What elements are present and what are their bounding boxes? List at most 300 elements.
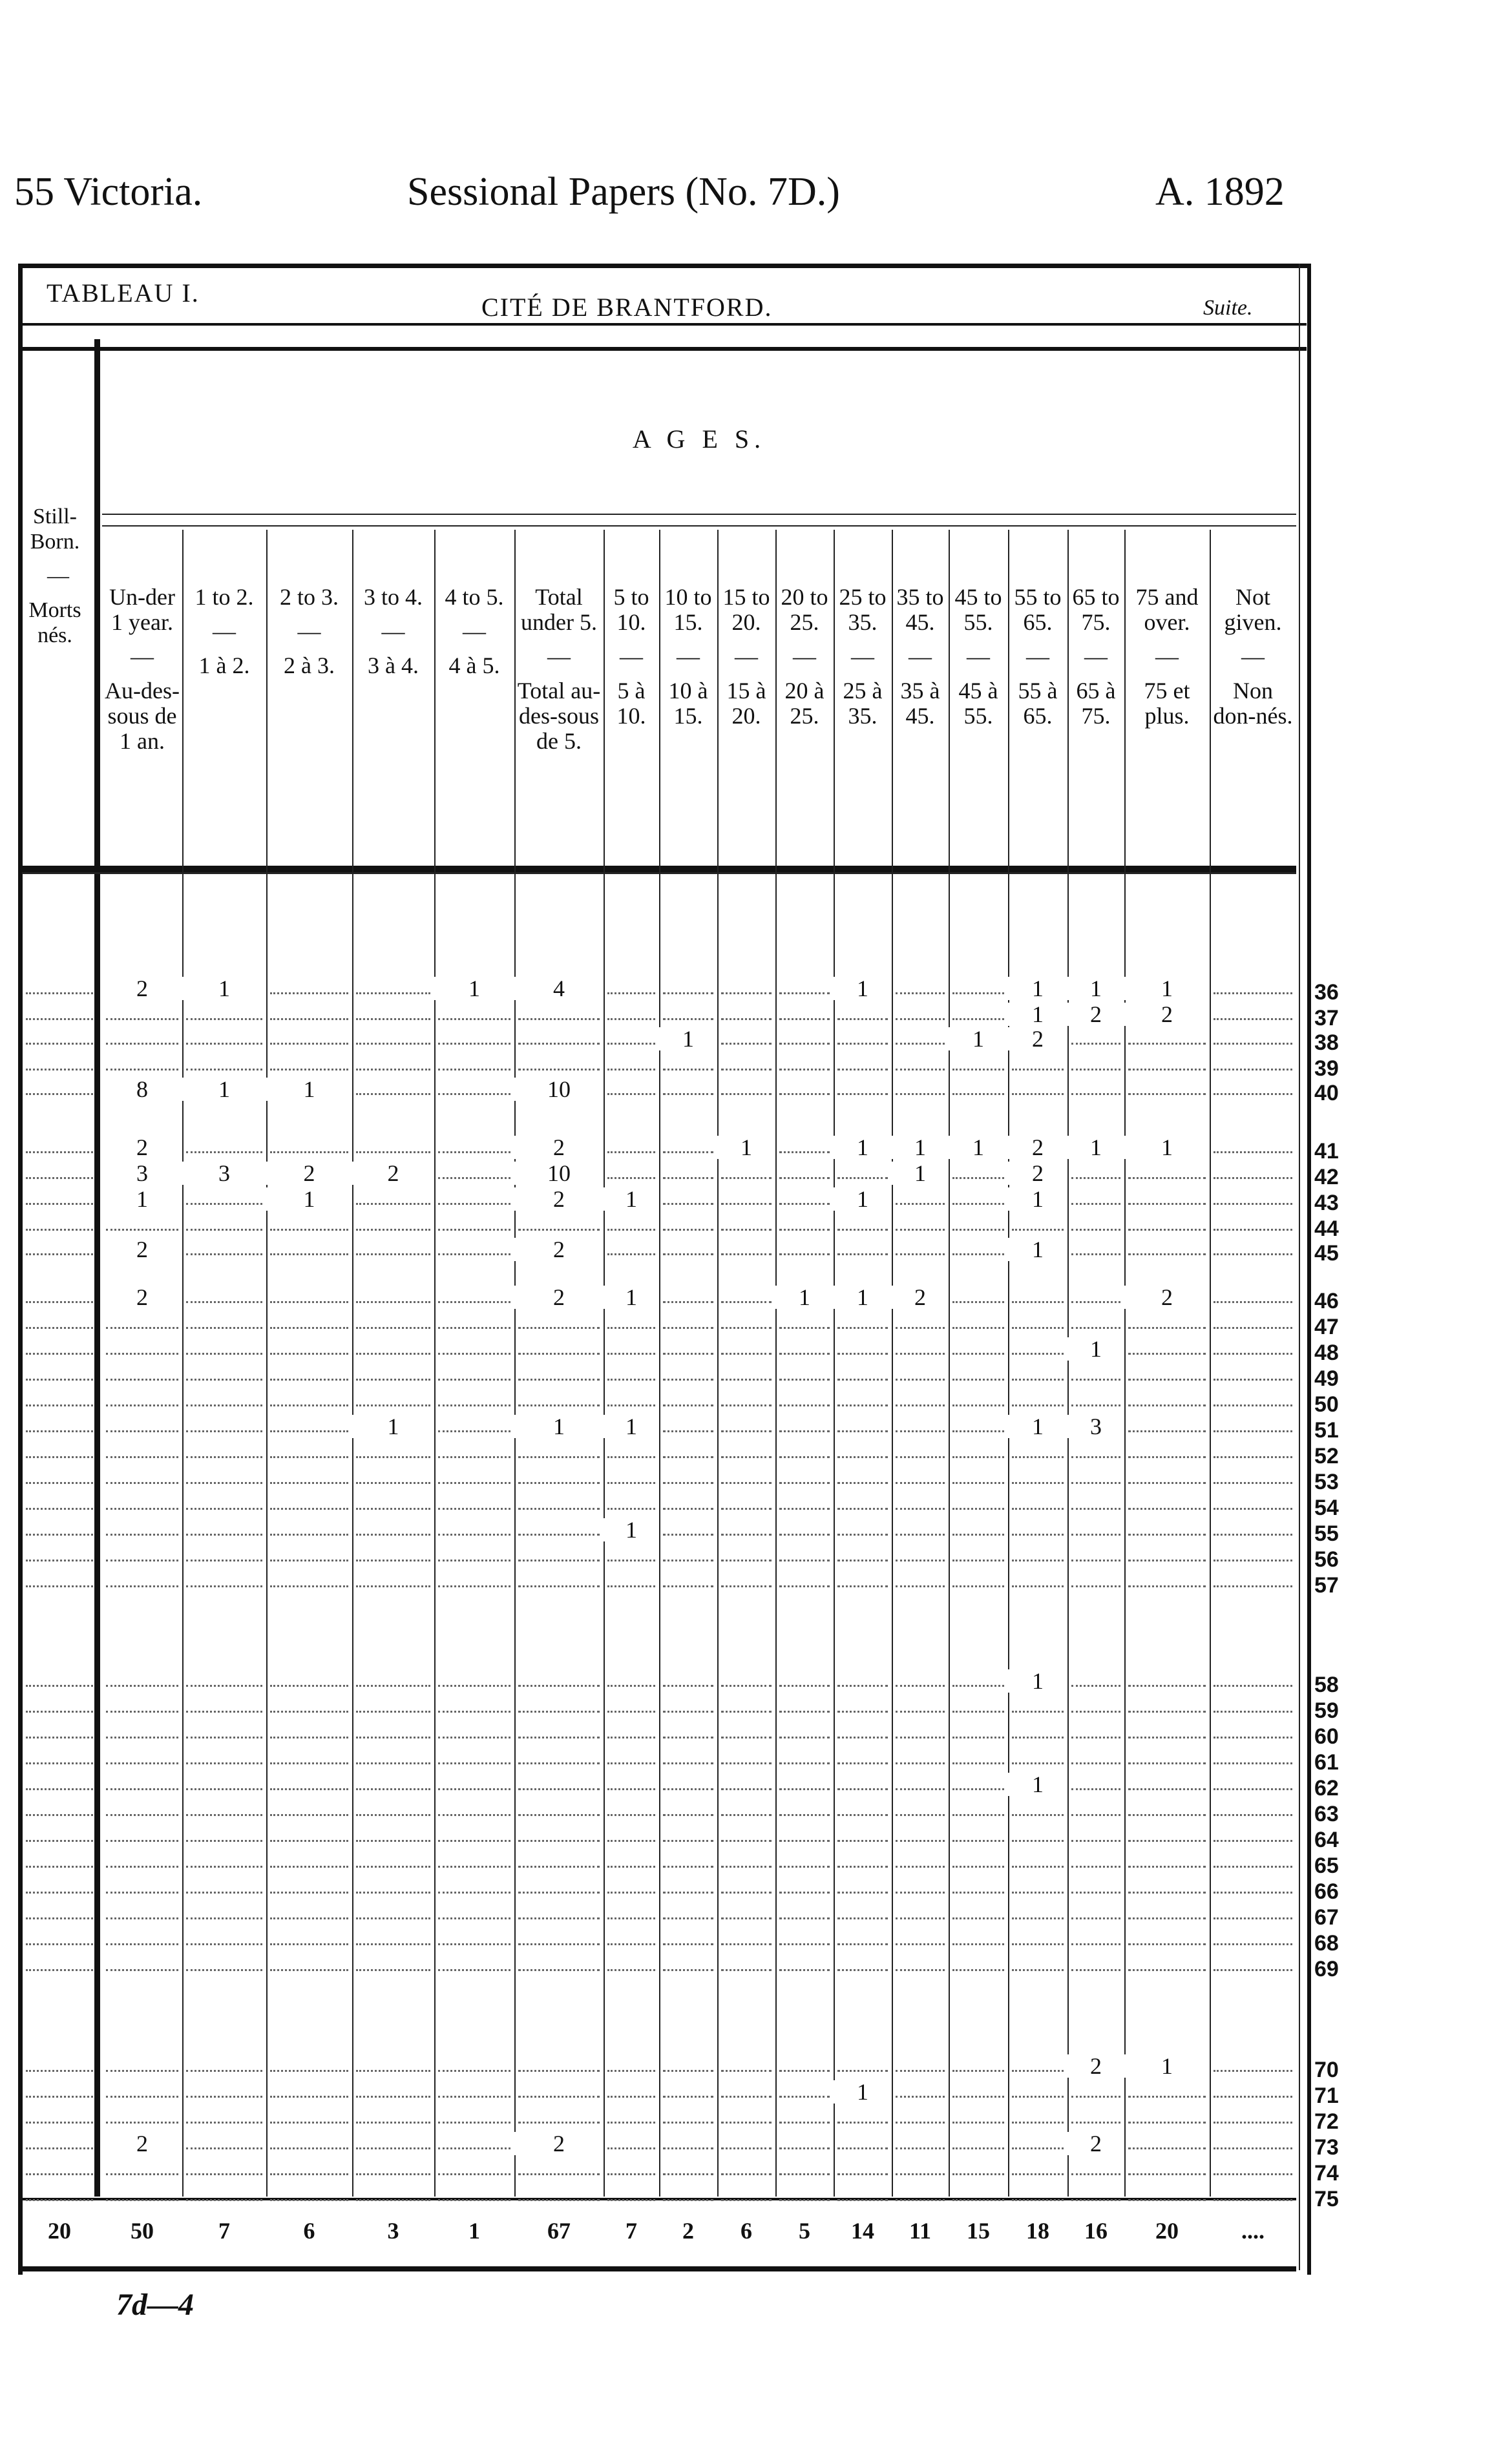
dot-leader [438,2147,510,2149]
dot-leader [438,1229,510,1231]
dot-leader [896,1203,945,1205]
table-row [22,1415,1296,1438]
dot-leader [106,1866,178,1868]
table-row [22,1363,1296,1386]
dot-leader [663,1404,713,1406]
table-cell: 1 [1008,1773,1067,1796]
dot-leader [837,1892,888,1894]
dot-leader [270,1814,348,1816]
dot-leader [721,2096,772,2098]
dot-leader [896,992,945,994]
dot-leader [438,1508,510,1510]
dot-leader [518,1560,600,1561]
dot-leader [1214,1534,1292,1536]
bottom-rule [22,2266,1296,2271]
dot-leader [356,1711,430,1713]
dot-leader [270,2122,348,2124]
dot-leader [1012,2173,1064,2175]
dot-leader [106,1353,178,1355]
dot-leader [721,1711,772,1713]
dot-leader [607,1151,655,1153]
row-number: 55 [1314,1521,1339,1546]
header-dash: — [297,618,321,644]
dot-leader [779,2147,830,2149]
dot-leader [607,1560,655,1561]
title-rule-bottom [18,347,1307,351]
dot-leader [438,1943,510,1945]
dot-leader [26,1866,93,1868]
dot-leader [952,2199,1004,2201]
dot-leader [837,2173,888,2175]
dot-leader [663,2122,713,2124]
column-header-fr: 10 à 15. [668,678,708,729]
dot-leader [1214,2147,1292,2149]
table-cell: 10 [514,1078,604,1101]
dot-leader [896,1685,945,1687]
dot-leader [186,1917,262,1919]
dot-leader [518,1585,600,1587]
dot-leader [356,1482,430,1484]
table-cell: 1 [949,1136,1008,1159]
dot-leader [518,1043,600,1045]
dot-leader [896,2147,945,2149]
dot-leader [952,2096,1004,2098]
row-number: 60 [1314,1724,1339,1749]
header-dash: — [1241,643,1265,669]
dot-leader [26,1253,93,1255]
dot-leader [663,1203,713,1205]
column-header-en: 55 to 65. [1014,584,1062,635]
dot-leader [1012,1327,1064,1329]
dot-leader [663,1534,713,1536]
dot-leader [1214,1560,1292,1561]
dot-leader [1128,1585,1206,1587]
dot-leader [663,1866,713,1868]
table-cell: 1 [834,1136,892,1159]
table-cell: 1 [514,1415,604,1438]
dot-leader [106,1814,178,1816]
dot-leader [26,1917,93,1919]
dot-leader [607,1069,655,1070]
dot-leader [356,2122,430,2124]
table-cell: 2 [1008,1027,1067,1050]
dot-leader [952,1840,1004,1842]
column-header-fr: 55 à 65. [1018,678,1058,729]
column-header-fr: 75 et plus. [1144,678,1190,729]
dot-leader [186,1379,262,1381]
dot-leader [1214,1229,1292,1231]
table-cell: 2 [1124,1003,1210,1026]
dot-leader [663,1585,713,1587]
dot-leader [26,1737,93,1738]
dot-leader [896,1327,945,1329]
dot-leader [779,2173,830,2175]
dot-leader [779,1508,830,1510]
table-cell: 1 [717,1136,775,1159]
dot-leader [518,1482,600,1484]
dot-leader [607,2096,655,2098]
table-row [22,2132,1296,2155]
dot-leader [896,1018,945,1020]
dot-leader [1012,1892,1064,1894]
column-header-en: Total under 5. [521,584,597,635]
row-number: 52 [1314,1444,1339,1468]
dot-leader [779,1737,830,1738]
dot-leader [518,2070,600,2072]
table-row [22,1544,1296,1567]
dot-leader [721,1866,772,1868]
dot-leader [438,1430,510,1432]
table-row [22,1954,1296,1977]
dot-leader [721,2173,772,2175]
total-cell: 1 [468,2218,480,2244]
dot-leader [106,1456,178,1458]
dot-leader [1128,1404,1206,1406]
dot-leader [356,1866,430,1868]
table-cell: 2 [514,1286,604,1309]
column-header [266,585,352,678]
dot-leader [186,1253,262,1255]
dot-leader [438,1969,510,1971]
dot-leader [356,1353,430,1355]
dot-leader [186,1560,262,1561]
column-header-en: 45 to 55. [954,584,1002,635]
dot-leader [663,1253,713,1255]
dot-leader [607,2199,655,2201]
dot-leader [438,1711,510,1713]
dot-leader [721,1093,772,1095]
dot-leader [1012,1943,1064,1945]
dot-leader [1128,1840,1206,1842]
dot-leader [26,1430,93,1432]
table-cell: 1 [775,1286,834,1309]
dot-leader [1071,1229,1120,1231]
dot-leader [721,1560,772,1561]
dot-leader [438,1456,510,1458]
dot-leader [896,1866,945,1868]
dot-leader [663,1943,713,1945]
table-cell: 1 [1008,1238,1067,1261]
dot-leader [952,1203,1004,1205]
dot-leader [1071,1177,1120,1179]
dot-leader [952,1482,1004,1484]
dot-leader [1012,1585,1064,1587]
dot-leader [270,1892,348,1894]
dot-leader [270,1151,348,1153]
table-cell: 1 [1124,2054,1210,2078]
dot-leader [837,1534,888,1536]
dot-leader [1214,1353,1292,1355]
column-header-en: 20 to 25. [781,584,828,635]
dot-leader [952,1456,1004,1458]
dot-leader [270,2096,348,2098]
table-cell: 1 [182,977,266,1000]
dot-leader [721,2070,772,2072]
dot-leader [1128,1069,1206,1070]
dot-leader [779,2199,830,2201]
row-number: 50 [1314,1392,1339,1417]
dot-leader [438,1151,510,1153]
dot-leader [837,1585,888,1587]
dot-leader [1071,1069,1120,1070]
dot-leader [186,2096,262,2098]
dot-leader [1214,992,1292,994]
dot-leader [837,1229,888,1231]
dot-leader [186,1711,262,1713]
dot-leader [721,1534,772,1536]
dot-leader [607,1711,655,1713]
dot-leader [721,1788,772,1790]
dot-leader [896,2173,945,2175]
dot-leader [270,1379,348,1381]
total-cell: 67 [547,2218,571,2244]
dot-leader [270,1456,348,1458]
dot-leader [106,1534,178,1536]
dot-leader [1128,1177,1206,1179]
dot-leader [721,1892,772,1894]
dot-leader [356,1301,430,1303]
dot-leader [779,1943,830,1945]
dot-leader [663,1018,713,1020]
table-row [22,1311,1296,1335]
table-row [22,2054,1296,2078]
table-cell: 1 [892,1136,949,1159]
dot-leader [270,1301,348,1303]
dot-leader [721,2199,772,2201]
dot-leader [1012,1229,1064,1231]
dot-leader [1128,1788,1206,1790]
table-row [22,1492,1296,1516]
dot-leader [896,1840,945,1842]
dot-leader [270,2173,348,2175]
dot-leader [1128,2122,1206,2124]
dot-leader [952,2173,1004,2175]
dot-leader [607,1762,655,1764]
dot-leader [1128,2173,1206,2175]
dot-leader [1012,2122,1064,2124]
dot-leader [896,1482,945,1484]
dot-leader [26,1093,93,1095]
dot-leader [1128,1203,1206,1205]
dot-leader [663,1762,713,1764]
dot-leader [1214,2122,1292,2124]
dot-leader [896,1508,945,1510]
dot-leader [1128,1043,1206,1045]
dot-leader [837,1018,888,1020]
dot-leader [952,1969,1004,1971]
column-header-en: 1 to 2. [194,584,254,610]
dot-leader [26,1069,93,1070]
dot-leader [1214,1917,1292,1919]
dot-leader [356,2199,430,2201]
dot-leader [26,1814,93,1816]
dot-leader [106,1892,178,1894]
dot-leader [837,1840,888,1842]
dot-leader [721,1840,772,1842]
dot-leader [26,1711,93,1713]
dot-leader [721,1404,772,1406]
dot-leader [26,2070,93,2072]
dot-leader [607,1404,655,1406]
dot-leader [1214,1685,1292,1687]
dot-leader [106,1327,178,1329]
dot-leader [1012,1917,1064,1919]
dot-leader [1071,1943,1120,1945]
dot-leader [952,1685,1004,1687]
dot-leader [1214,1737,1292,1738]
dot-leader [837,1253,888,1255]
dot-leader [607,1018,655,1020]
row-number: 51 [1314,1418,1339,1443]
header-dash: — [620,643,643,669]
dot-leader [438,1203,510,1205]
dot-leader [1128,1866,1206,1868]
dot-leader [1071,2122,1120,2124]
running-header-left: 55 Victoria. [14,170,203,214]
dot-leader [779,1069,830,1070]
dot-leader [837,2070,888,2072]
header-dash: — [967,643,990,669]
row-number: 58 [1314,1673,1339,1697]
dot-leader [356,1969,430,1971]
dot-leader [438,1353,510,1355]
dot-leader [356,1018,430,1020]
dot-leader [721,1943,772,1945]
dot-leader [779,1018,830,1020]
dot-leader [270,1482,348,1484]
dot-leader [1071,1327,1120,1329]
city-title: CITÉ DE BRANTFORD. [481,293,773,322]
dot-leader [438,1840,510,1842]
dot-leader [1128,1711,1206,1713]
dot-leader [1128,1430,1206,1432]
dot-leader [438,1253,510,1255]
dot-leader [779,1456,830,1458]
table-row [22,1747,1296,1770]
table-cell: 2 [1124,1286,1210,1309]
dot-leader [952,2147,1004,2149]
page-footer-signature: 7d—4 [116,2288,194,2322]
dot-leader [896,1229,945,1231]
dot-leader [518,1685,600,1687]
dot-leader [518,1892,600,1894]
table-row [22,2158,1296,2181]
dot-leader [26,1508,93,1510]
dot-leader [952,1560,1004,1561]
table-cell: 1 [1008,1669,1067,1693]
column-header-en: Not given. [1224,584,1282,635]
table-cell: 1 [1124,1136,1210,1159]
dot-leader [26,992,93,994]
totals-row [22,2219,1296,2251]
dot-leader [518,1788,600,1790]
row-number: 37 [1314,1006,1339,1030]
dot-leader [270,1788,348,1790]
table-row [22,1136,1296,1159]
dot-leader [1012,1456,1064,1458]
dot-leader [952,1943,1004,1945]
dot-leader [1214,1482,1292,1484]
dot-leader [186,1969,262,1971]
table-cell: 2 [514,1136,604,1159]
dot-leader [356,1203,430,1205]
table-row [22,1824,1296,1848]
column-header-fr: 45 à 55. [958,678,998,729]
dot-leader [721,1229,772,1231]
dot-leader [1071,1840,1120,1842]
row-number: 68 [1314,1931,1339,1956]
dot-leader [779,1534,830,1536]
dot-leader [779,1814,830,1816]
row-number: 73 [1314,2135,1339,2160]
column-header [514,585,604,754]
dot-leader [607,1253,655,1255]
dot-leader [518,1866,600,1868]
dot-leader [518,1762,600,1764]
row-number: 59 [1314,1698,1339,1723]
dot-leader [721,1379,772,1381]
dot-leader [26,1151,93,1153]
table-cell: 3 [102,1162,182,1185]
header-dash: — [213,618,236,644]
dot-leader [356,1534,430,1536]
dot-leader [438,1404,510,1406]
table-cell: 1 [604,1415,659,1438]
column-header-fr: 4 à 5. [448,653,500,678]
table-cell: 2 [1008,1136,1067,1159]
column-header-fr: 65 à 75. [1076,678,1116,729]
dot-leader [607,1229,655,1231]
dot-leader [779,1404,830,1406]
dot-leader [952,1301,1004,1303]
dot-leader [607,2173,655,2175]
dot-leader [106,2096,178,2098]
dot-leader [663,1353,713,1355]
column-header-fr: 2 à 3. [284,653,335,678]
dot-leader [356,1508,430,1510]
header-dash: — [851,643,874,669]
dot-leader [721,1482,772,1484]
dot-leader [721,1969,772,1971]
dot-leader [1214,1203,1292,1205]
dot-leader [106,1685,178,1687]
dot-leader [1012,1482,1064,1484]
column-header [604,585,659,729]
table-row [22,1238,1296,1261]
dot-leader [1128,2147,1206,2149]
table-cell: 1 [1124,977,1210,1000]
dot-leader [356,1151,430,1153]
dot-leader [779,1229,830,1231]
dot-leader [106,1069,178,1070]
dot-leader [356,1069,430,1070]
ages-rule-2 [102,525,1296,527]
row-number: 39 [1314,1056,1339,1081]
row-number: 69 [1314,1957,1339,1981]
dot-leader [837,1327,888,1329]
table-cell: 2 [1067,2054,1124,2078]
dot-leader [518,1404,600,1406]
dot-leader [1012,1093,1064,1095]
table-cell: 1 [352,1415,434,1438]
column-header [182,585,266,678]
table-cell: 2 [1008,1162,1067,1185]
header-dash: — [793,643,816,669]
dot-leader [837,2147,888,2149]
dot-leader [1214,1430,1292,1432]
dot-leader [356,1685,430,1687]
dot-leader [518,1456,600,1458]
